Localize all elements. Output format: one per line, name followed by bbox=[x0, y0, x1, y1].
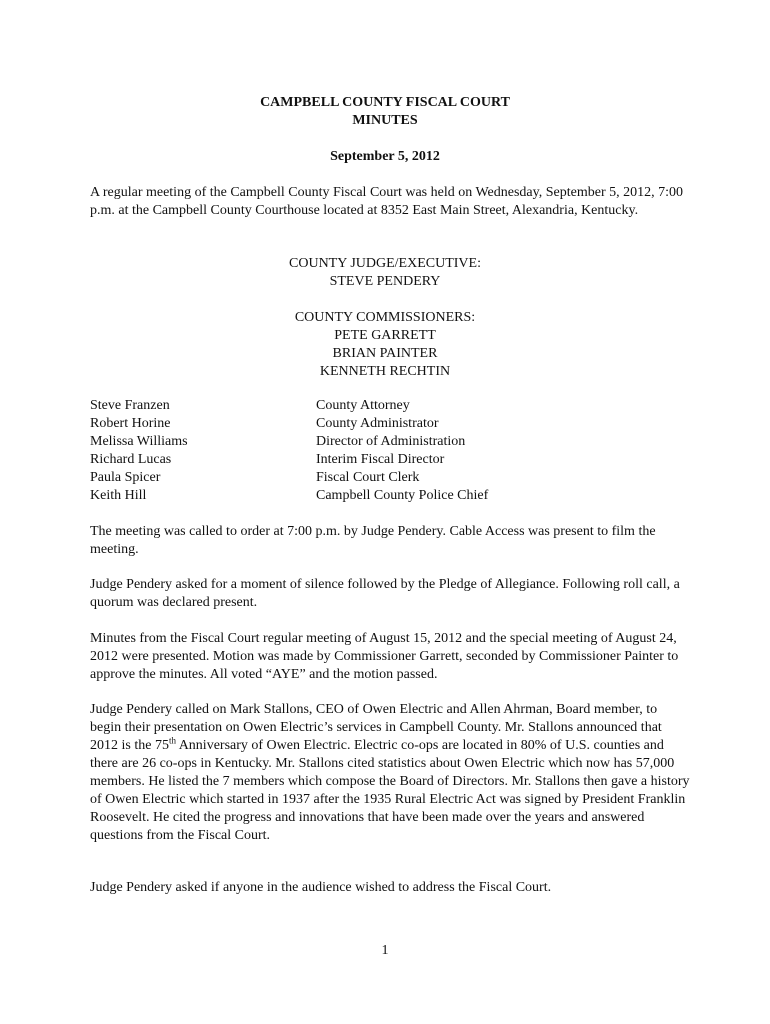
commissioner-name: BRIAN PAINTER bbox=[332, 346, 438, 361]
staff-list bbox=[90, 397, 690, 505]
staff-role: Director of Administration bbox=[316, 434, 466, 449]
minutes-paragraph: Minutes from the Fiscal Court regular meeting of August 15, 2012 and the special meeting of August 24, 2012 were presented. Motion was made by Commissioner Garrett, seconded by Commissioner Painter to approve the minutes. All voted “AYE” and the motion passed. bbox=[90, 631, 679, 682]
title-line-1: CAMPBELL COUNTY FISCAL COURT bbox=[260, 95, 510, 110]
staff-row bbox=[90, 397, 690, 415]
judge-block bbox=[0, 255, 770, 291]
staff-role: County Administrator bbox=[316, 416, 439, 431]
call-to-order-paragraph: The meeting was called to order at 7:00 p.m. by Judge Pendery. Cable Access was present to film the meeting. bbox=[90, 524, 656, 557]
owen-electric-paragraph bbox=[90, 701, 690, 845]
commissioners-block bbox=[0, 309, 770, 381]
staff-row bbox=[90, 415, 690, 433]
staff-row bbox=[90, 433, 690, 451]
meeting-date: September 5, 2012 bbox=[330, 149, 440, 164]
ordinal-suffix: th bbox=[168, 735, 176, 746]
staff-role: Campbell County Police Chief bbox=[316, 488, 489, 503]
judge-heading: COUNTY JUDGE/EXECUTIVE: bbox=[289, 256, 481, 271]
staff-role: County Attorney bbox=[316, 398, 410, 413]
staff-name: Keith Hill bbox=[90, 488, 147, 503]
intro-paragraph: A regular meeting of the Campbell County Fiscal Court was held on Wednesday, September 5, 2012, 7:00 p.m. at the Campbell County Courthouse located at 8352 East Main Street, Alexandria, Kentucky. bbox=[90, 185, 683, 218]
owen-text-part1: Judge Pendery called on Mark Stallons, CEO of Owen Electric and Allen Ahrman, Board member, to begin their presentation on Owen Electric’s services in Campbell County. Mr. Stallons announced that 2012 is the 75 bbox=[90, 702, 662, 753]
staff-row bbox=[90, 469, 690, 487]
staff-name: Robert Horine bbox=[90, 416, 171, 431]
commissioner-name: KENNETH RECHTIN bbox=[319, 364, 451, 379]
silence-paragraph: Judge Pendery asked for a moment of silence followed by the Pledge of Allegiance. Following roll call, a quorum was declared present. bbox=[90, 577, 680, 610]
staff-row bbox=[90, 451, 690, 469]
owen-text-part2: Anniversary of Owen Electric. Electric co-ops are located in 80% of U.S. counties and there are 26 co-ops in Kentucky. Mr. Stallons cited statistics about Owen Electric which now has 57,000 members. He listed the 7 members which compose the Board of Directors. Mr. Stallons then gave a history of Owen Electric which started in 1937 after the 1935 Rural Electric Act was signed by President Franklin Roosevelt. He cited the progress and innovations that have been made over the years and answered questions from the Fiscal Court. bbox=[90, 738, 690, 843]
commissioner-name: PETE GARRETT bbox=[334, 328, 436, 343]
audience-paragraph: Judge Pendery asked if anyone in the audience wished to address the Fiscal Court. bbox=[90, 880, 552, 895]
staff-name: Melissa Williams bbox=[90, 434, 188, 449]
staff-row bbox=[90, 487, 690, 505]
staff-name: Steve Franzen bbox=[90, 398, 170, 413]
page-number: 1 bbox=[381, 943, 389, 958]
document-title bbox=[0, 94, 770, 130]
staff-role: Interim Fiscal Director bbox=[316, 452, 445, 467]
staff-name: Paula Spicer bbox=[90, 470, 161, 485]
title-line-2: MINUTES bbox=[352, 113, 418, 128]
judge-name: STEVE PENDERY bbox=[329, 274, 441, 289]
staff-role: Fiscal Court Clerk bbox=[316, 470, 420, 485]
commissioners-heading: COUNTY COMMISSIONERS: bbox=[294, 310, 476, 325]
staff-name: Richard Lucas bbox=[90, 452, 172, 467]
